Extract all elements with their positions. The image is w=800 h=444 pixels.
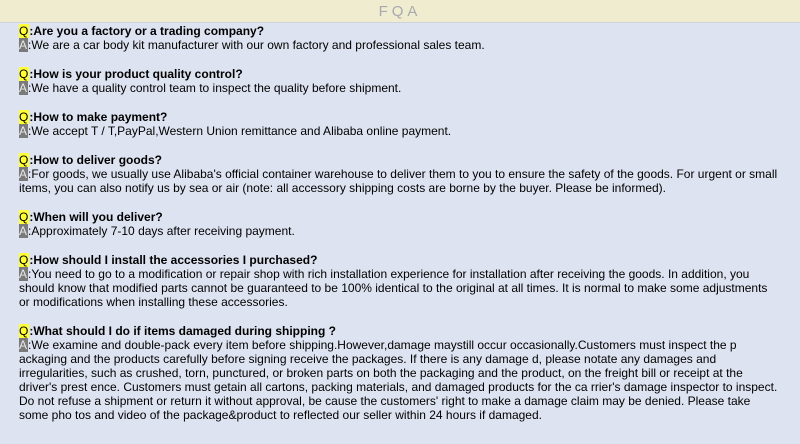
faq-answer — [19, 267, 781, 309]
a-marker: A — [19, 124, 28, 138]
faq-item — [19, 210, 781, 238]
faq-question — [19, 110, 781, 124]
question-text: :Are you a factory or a trading company? — [29, 24, 265, 38]
faq-question — [19, 153, 781, 167]
q-marker: Q — [19, 24, 29, 38]
faq-item — [19, 153, 781, 195]
q-marker: Q — [19, 110, 29, 124]
answer-text: :We examine and double-pack every item before shipping.However,damage maystill occur occasionally.Customers must inspect the p ackaging and the products carefully before signing receive the packages. If there is any damage d, please notate any damages and irregularities, such as crushed, torn, punctured, or broken parts on both the packaging and the product, on the freight bill or receipt at the driver's prest ence. Customers must getain all cartons, packing materials, and damaged products for the ca rrier's damage inspector to inspect. Do not refuse a shipment or return it without approval, be cause the customers' right to make a damage claim may be denied. Please take some pho tos and video of the package&product to reflected our seller within 24 hours if damaged. — [19, 338, 778, 422]
faq-answer — [19, 81, 781, 95]
a-marker: A — [19, 338, 28, 352]
faq-item — [19, 67, 781, 95]
answer-text: :You need to go to a modification or repair shop with rich installation experience for installation after receiving the goods. In addition, you should know that modified parts cannot be guaranteed to be 100% identical to the original at all times. It is normal to make some adjustments or modifications when installing these accessories. — [19, 267, 768, 309]
answer-text: :We accept T / T,PayPal,Western Union remittance and Alibaba online payment. — [28, 124, 452, 138]
question-text: :How should I install the accessories I purchased? — [29, 253, 318, 267]
faq-item — [19, 110, 781, 138]
question-text: :How to make payment? — [29, 110, 168, 124]
faq-item — [19, 24, 781, 52]
faq-question — [19, 67, 781, 81]
answer-text: :Approximately 7-10 days after receiving payment. — [28, 224, 295, 238]
q-marker: Q — [19, 153, 29, 167]
faq-answer — [19, 338, 781, 422]
question-text: :What should I do if items damaged during shipping ? — [29, 324, 336, 338]
faq-question — [19, 324, 781, 338]
faq-answer — [19, 167, 781, 195]
q-marker: Q — [19, 210, 29, 224]
q-marker: Q — [19, 67, 29, 81]
faq-answer — [19, 38, 781, 52]
answer-text: :We are a car body kit manufacturer with our own factory and professional sales team. — [28, 38, 485, 52]
q-marker: Q — [19, 253, 29, 267]
answer-text: :We have a quality control team to inspect the quality before shipment. — [28, 81, 402, 95]
faq-question — [19, 210, 781, 224]
faq-answer — [19, 224, 781, 238]
faq-item — [19, 324, 781, 422]
a-marker: A — [19, 267, 28, 281]
faq-header — [0, 0, 800, 23]
a-marker: A — [19, 224, 28, 238]
a-marker: A — [19, 81, 28, 95]
a-marker: A — [19, 167, 28, 181]
answer-text: :For goods, we usually use Alibaba's official container warehouse to deliver them to you to ensure the safety of the goods. For urgent or small items, you can also notify us by sea or air (note: all accessory shipping costs are borne by the buyer. Please be informed). — [19, 167, 778, 195]
faq-list — [0, 23, 800, 422]
faq-item — [19, 253, 781, 309]
faq-question — [19, 24, 781, 38]
question-text: :How to deliver goods? — [29, 153, 163, 167]
faq-answer — [19, 124, 781, 138]
a-marker: A — [19, 38, 28, 52]
faq-title: FQA — [378, 2, 422, 20]
question-text: :How is your product quality control? — [29, 67, 243, 81]
q-marker: Q — [19, 324, 29, 338]
question-text: :When will you deliver? — [29, 210, 163, 224]
faq-question — [19, 253, 781, 267]
